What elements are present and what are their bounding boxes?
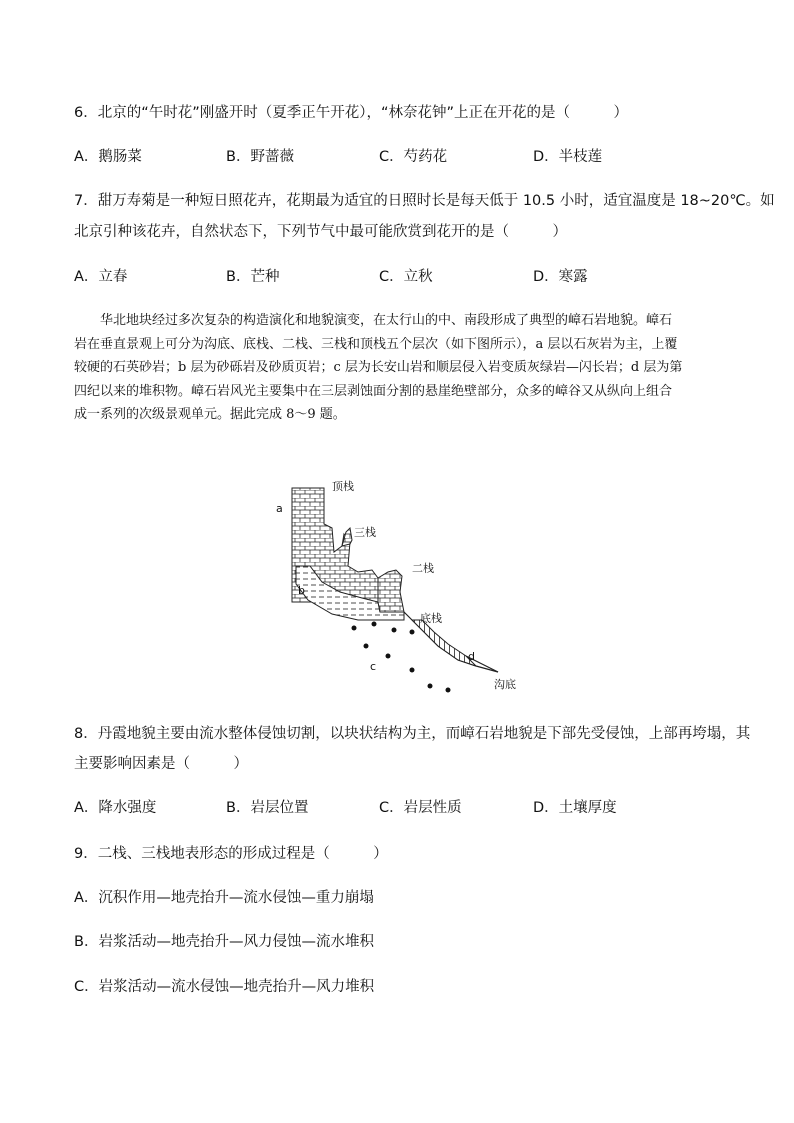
question-8-stem-line-1: 8．丹霞地貌主要由流水整体侵蚀切割，以块状结构为主，而嶂石岩地貌是下部先受侵蚀，上部再垮塌，其: [74, 726, 751, 742]
q7-option-a: A．立春: [74, 269, 128, 285]
q7-option-c: C．立秋: [379, 269, 433, 285]
q9-option-b: B．岩浆活动—地壳抬升—风力侵蚀—流水堆积: [74, 934, 374, 950]
label-top-terrace: 顶栈: [332, 480, 354, 493]
layer-c-symbol: [410, 668, 415, 673]
q7-option-d: D．寒露: [533, 269, 588, 285]
layer-c-symbol: [446, 688, 451, 693]
layer-c-symbol: [410, 630, 415, 635]
question-8-stem-line-2: 主要影响因素是（ ）: [74, 756, 248, 772]
layer-c-symbol: [364, 644, 369, 649]
label-second-terrace: 二栈: [412, 562, 434, 575]
q6-option-d: D．半枝莲: [533, 149, 603, 165]
material-paragraph: [74, 309, 720, 427]
label-layer-a: a: [276, 502, 283, 515]
material-line-5: 成一系列的次级景观单元。据此完成 8～9 题。: [74, 407, 346, 422]
q9-option-c: C．岩浆活动—流水侵蚀—地壳抬升—风力堆积: [74, 979, 375, 995]
label-layer-c: c: [370, 660, 377, 673]
label-layer-d: d: [468, 650, 475, 663]
q6-option-c: C．芍药花: [379, 149, 448, 165]
q8-option-a: A．降水强度: [74, 800, 157, 816]
label-gully-floor: 沟底: [494, 678, 516, 691]
layer-c-symbol: [392, 628, 397, 633]
label-bottom-terrace: 底栈: [420, 612, 442, 625]
q8-option-c: C．岩层性质: [379, 800, 462, 816]
q6-option-b: B．野蔷薇: [226, 149, 294, 165]
q6-option-a: A．鹅肠菜: [74, 149, 142, 165]
material-line-2: 岩在垂直景观上可分为沟底、底栈、二栈、三栈和顶栈五个层次（如下图所示），a 层以石灰岩为主，上覆: [74, 336, 678, 352]
label-third-terrace: 三栈: [354, 526, 376, 539]
question-9-stem: 9．二栈、三栈地表形态的形成过程是（ ）: [74, 846, 388, 862]
q8-option-d: D．土壤厚度: [533, 800, 617, 816]
q8-option-b: B．岩层位置: [226, 800, 309, 816]
question-6-stem: 6．北京的“午时花”刚盛开时（夏季正午开花），“林奈花钟”上正在开花的是（ ）: [74, 105, 629, 121]
layer-c-symbol: [386, 654, 391, 659]
second-terrace-step: [378, 570, 404, 612]
layer-c-symbols: [352, 622, 451, 693]
landform-cross-section-diagram: [262, 474, 532, 704]
question-7-stem-line-2: 北京引种该花卉，自然状态下，下列节气中最可能欣赏到花开的是（ ）: [74, 224, 567, 240]
question-7-stem-line-1: 7．甜万寿菊是一种短日照花卉，花期最为适宜的日照时长是每天低于 10.5 小时，适宜温度是 18~20℃。如: [74, 193, 775, 209]
layer-d-deposit: [412, 620, 476, 666]
material-line-4: 四纪以来的堆积物。嶂石岩风光主要集中在三层剥蚀面分割的悬崖绝壁部分，众多的嶂谷又从纵向上组合: [74, 383, 673, 399]
material-line-1: 华北地块经过多次复杂的构造演化和地貌演变，在太行山的中、南段形成了典型的嶂石岩地貌。嶂石: [100, 313, 673, 328]
material-line-3: 较硬的石英砂岩；b 层为砂砾岩及砂质页岩；c 层为长安山岩和顺层侵入岩变质灰绿岩—闪长岩；d 层为第: [74, 360, 683, 375]
q9-option-a: A．沉积作用—地壳抬升—流水侵蚀—重力崩塌: [74, 890, 374, 906]
label-layer-b: b: [298, 584, 305, 597]
layer-c-symbol: [428, 684, 433, 689]
layer-c-symbol: [372, 622, 377, 627]
layer-c-symbol: [352, 626, 357, 631]
q7-option-b: B．芒种: [226, 269, 280, 285]
